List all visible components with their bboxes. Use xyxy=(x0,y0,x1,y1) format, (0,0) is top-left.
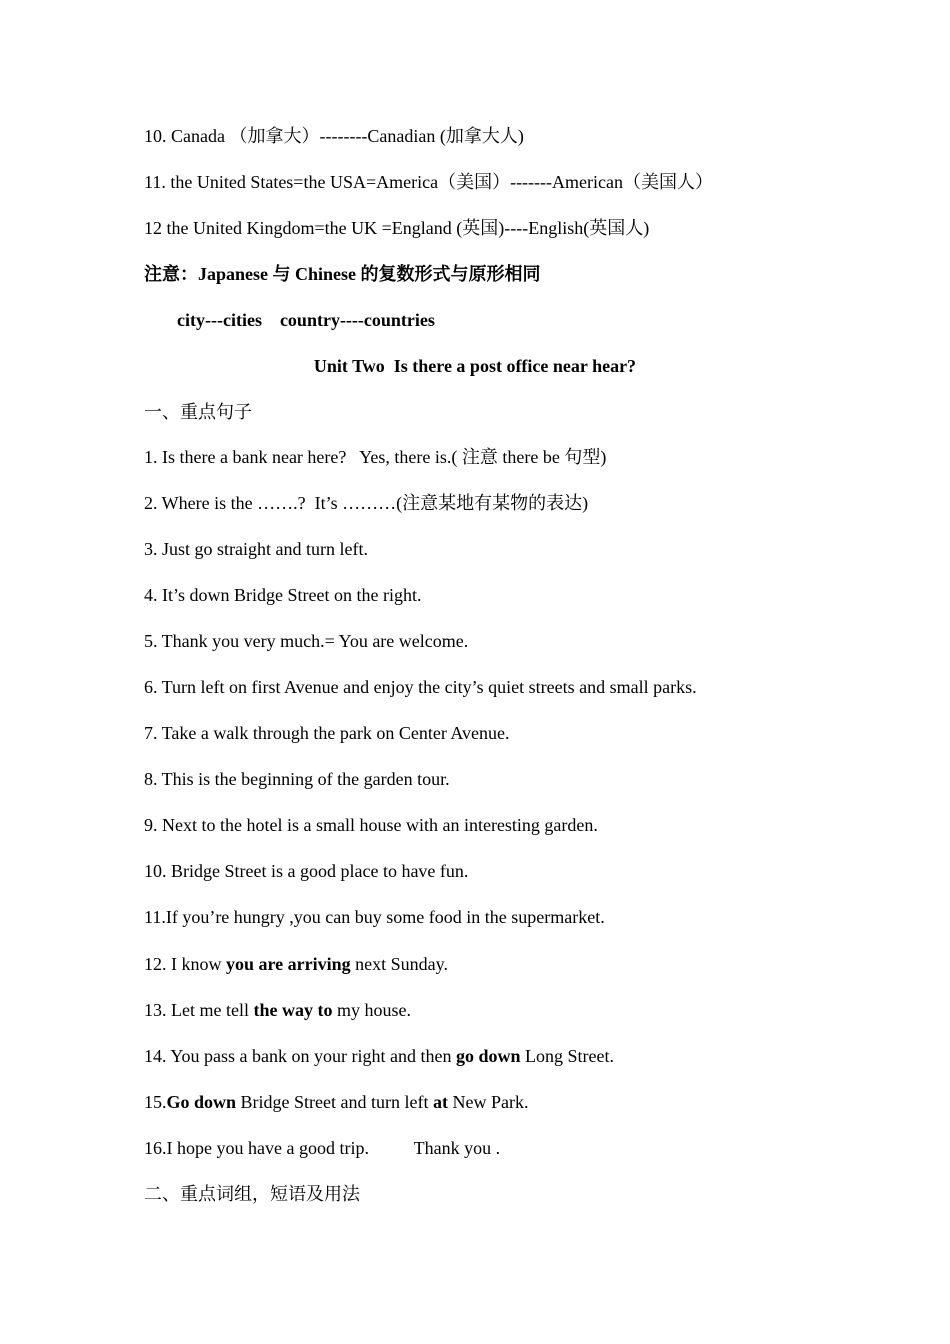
sentence-7: 7. Take a walk through the park on Center Avenue. xyxy=(144,723,510,743)
sentence-15-bold-1: Go down xyxy=(166,1092,237,1112)
section-two-heading: 二、重点词组，短语及用法 xyxy=(144,1184,360,1204)
sentence-15-text: Bridge Street and turn left xyxy=(236,1092,433,1112)
sentence-14 xyxy=(144,1044,614,1068)
sentence-15-bold-2: at xyxy=(432,1092,448,1112)
note-plural: 注意：Japanese 与 Chinese 的复数形式与原形相同 xyxy=(144,264,541,284)
sentence-13-text: 13. Let me tell xyxy=(144,1000,254,1020)
section-one-heading: 一、重点句子 xyxy=(144,402,252,422)
sentence-13-text-end: my house. xyxy=(332,1000,411,1020)
sentence-13-bold: the way to xyxy=(253,1000,333,1020)
sentence-12-text: 12. I know xyxy=(144,954,226,974)
sentence-9: 9. Next to the hotel is a small house with an interesting garden. xyxy=(144,815,598,835)
sentence-10: 10. Bridge Street is a good place to have fun. xyxy=(144,861,469,881)
sentence-11: 11.If you’re hungry ,you can buy some food in the supermarket. xyxy=(144,907,605,927)
plural-examples: city---cities country----countries xyxy=(177,310,435,330)
country-line-canada: 10. Canada （加拿大）--------Canadian (加拿大人) xyxy=(144,126,524,146)
sentence-1: 1. Is there a bank near here? Yes, there is.( 注意 there be 句型) xyxy=(144,447,607,467)
sentence-5: 5. Thank you very much.= You are welcome. xyxy=(144,631,469,651)
country-line-usa: 11. the United States=the USA=America（美国）-------American（美国人） xyxy=(144,172,713,192)
sentence-15-number: 15. xyxy=(144,1092,167,1112)
sentence-8: 8. This is the beginning of the garden tour. xyxy=(144,769,450,789)
sentence-16: 16.I hope you have a good trip. Thank you . xyxy=(144,1138,501,1158)
country-line-uk: 12 the United Kingdom=the UK =England (英国)----English(英国人) xyxy=(144,218,650,238)
sentence-14-text: 14. You pass a bank on your right and then xyxy=(144,1046,456,1066)
sentence-14-bold: go down xyxy=(455,1046,521,1066)
sentence-14-text-end: Long Street. xyxy=(520,1046,614,1066)
sentence-15 xyxy=(144,1090,528,1114)
sentence-2: 2. Where is the …….? It’s ………(注意某地有某物的表达) xyxy=(144,493,589,513)
sentence-4: 4. It’s down Bridge Street on the right. xyxy=(144,585,422,605)
sentence-12-bold: you are arriving xyxy=(226,954,351,974)
sentence-3: 3. Just go straight and turn left. xyxy=(144,539,368,559)
sentence-12 xyxy=(144,952,448,976)
sentence-13 xyxy=(144,998,411,1022)
sentence-6: 6. Turn left on first Avenue and enjoy the city’s quiet streets and small parks. xyxy=(144,677,697,697)
sentence-15-text-end: New Park. xyxy=(447,1092,529,1112)
sentence-12-text-end: next Sunday. xyxy=(350,954,448,974)
unit-title: Unit Two Is there a post office near hear? xyxy=(313,356,637,376)
